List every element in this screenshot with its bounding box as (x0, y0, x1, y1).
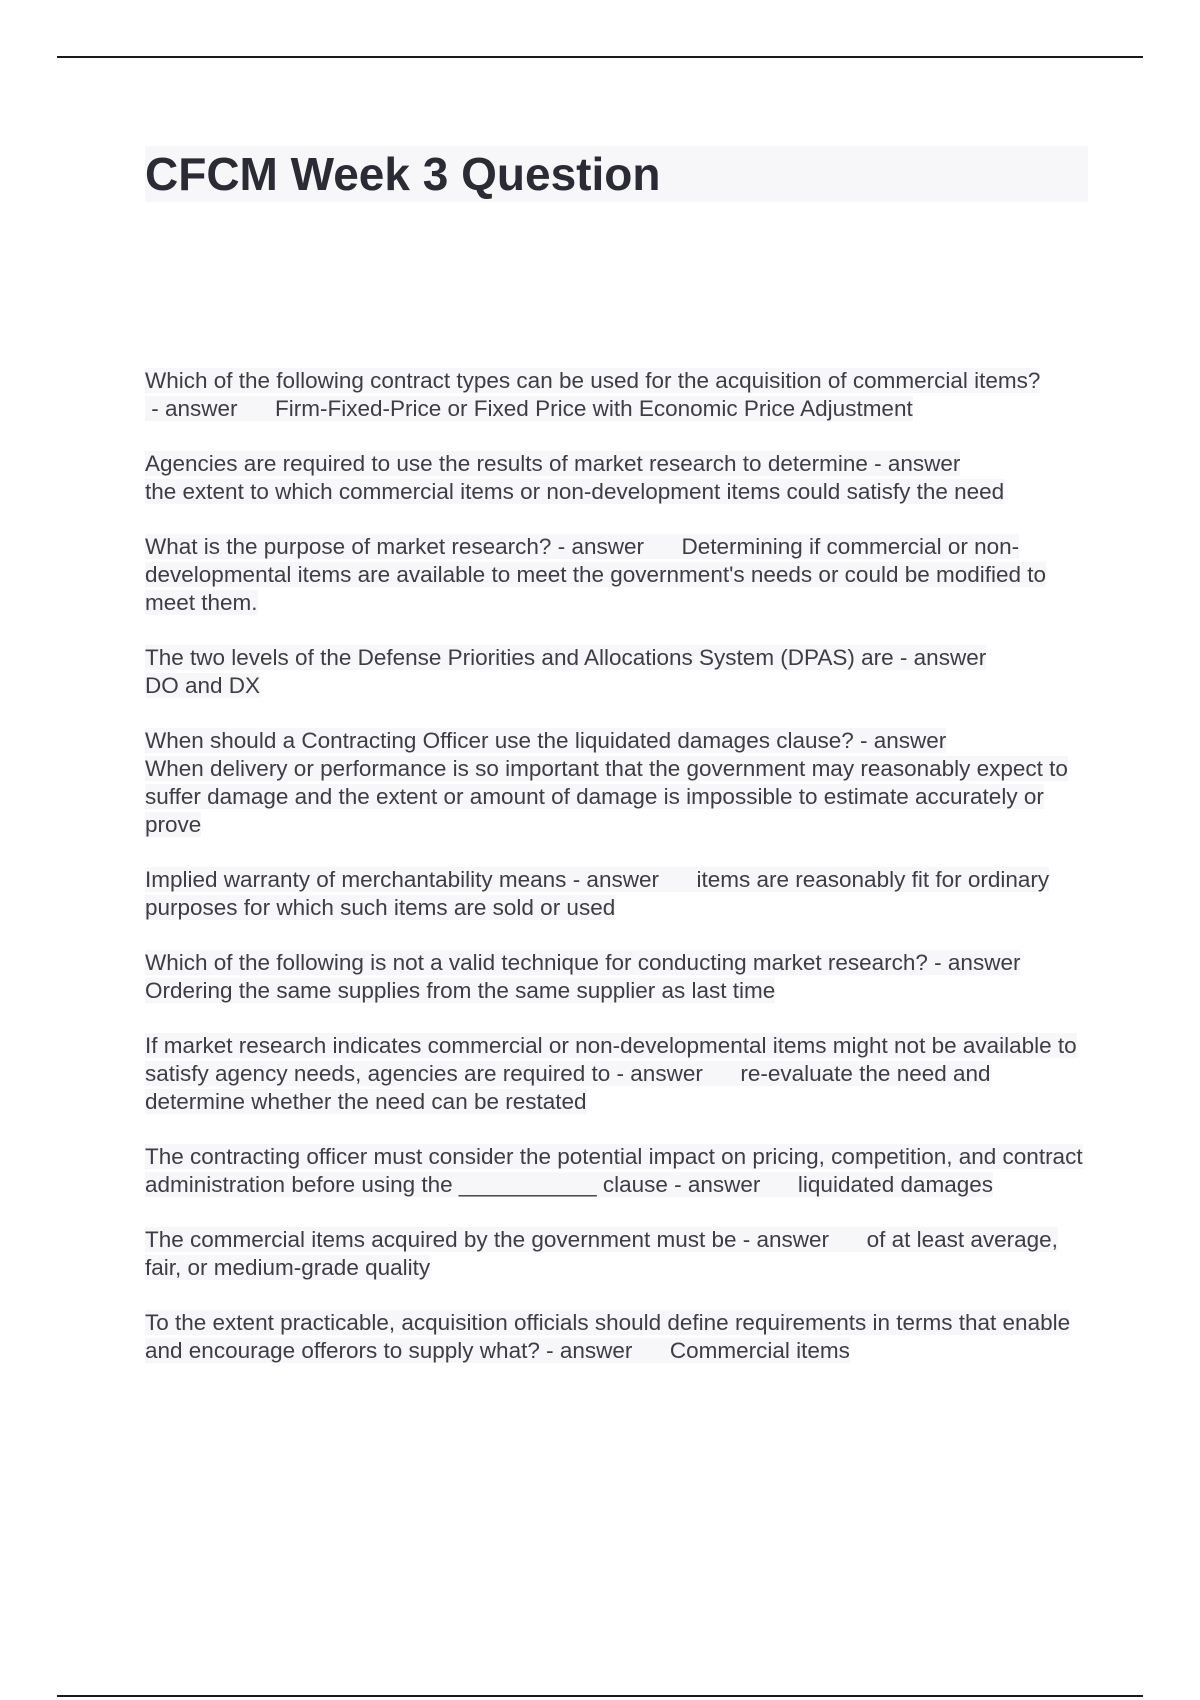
answer-separator: - answer (893, 645, 987, 670)
question-text: If market research indicates commercial or non-developmental items might not be available to satisfy agency needs, agencies are required to (145, 1033, 1077, 1086)
answer-text: Firm-Fixed-Price or Fixed Price with Economic Price Adjustment (275, 396, 913, 421)
question-text: What is the purpose of market research? (145, 534, 552, 559)
answer-gap (644, 534, 682, 559)
answer-gap (703, 1061, 741, 1086)
qa-text (145, 950, 1020, 1003)
question-text: To the extent practicable, acquisition officials should define requirements in terms that enable and encourage offerors to supply what? (145, 1310, 1071, 1363)
qa-text (145, 867, 1049, 920)
answer-gap (632, 1338, 670, 1363)
qa-text (145, 368, 1040, 421)
answer-separator: - answer (566, 867, 659, 892)
question-text: Agencies are required to use the results of market research to determine (145, 451, 868, 476)
qa-item (145, 1032, 1095, 1116)
qa-item (145, 727, 1095, 839)
qa-text (145, 1033, 1077, 1114)
answer-text: DO and DX (145, 673, 261, 698)
answer-gap (829, 1227, 867, 1252)
answer-separator: - answer (736, 1227, 830, 1252)
answer-text: items are reasonably fit for ordinary purposes for which such items are sold or used (145, 867, 1050, 920)
top-rule (57, 56, 1143, 58)
bottom-rule (57, 1695, 1143, 1697)
answer-text: the extent to which commercial items or non-development items could satisfy the need (145, 479, 1005, 504)
qa-text (145, 645, 986, 698)
qa-text (145, 451, 1004, 504)
answer-separator: - answer (927, 950, 1021, 975)
question-text: Which of the following contract types can be used for the acquisition of commercial items? (145, 368, 1041, 393)
question-text: Implied warranty of merchantability means (145, 867, 567, 892)
answer-separator: - answer (667, 1172, 761, 1197)
qa-item (145, 1226, 1095, 1282)
question-text: Which of the following is not a valid technique for conducting market research? (145, 950, 928, 975)
answer-text: re-evaluate the need and determine whether the need can be restated (145, 1061, 991, 1114)
answer-separator: - answer (539, 1338, 633, 1363)
qa-item (145, 949, 1095, 1005)
question-text: When should a Contracting Officer use the liquidated damages clause? (145, 728, 854, 753)
question-answer-list (145, 367, 1095, 1392)
page-title: CFCM Week 3 Question (145, 146, 1088, 202)
answer-text: of at least average, fair, or medium-grade quality (145, 1227, 1058, 1280)
qa-text (145, 1227, 1058, 1280)
answer-text: Determining if commercial or non-developmental items are available to meet the government's needs or could be modified to meet them. (145, 534, 1047, 615)
qa-item (145, 644, 1095, 700)
qa-item (145, 367, 1095, 423)
answer-separator: - answer (867, 451, 961, 476)
qa-text (145, 1144, 1083, 1197)
answer-gap (238, 396, 276, 421)
answer-separator: - answer (145, 396, 238, 421)
answer-text: Ordering the same supplies from the same supplier as last time (145, 978, 776, 1003)
question-text: The commercial items acquired by the government must be (145, 1227, 737, 1252)
qa-item (145, 1143, 1095, 1199)
qa-item (145, 533, 1095, 617)
question-text: The contracting officer must consider the potential impact on pricing, competition, and contract administration before using the ___________ clause (145, 1144, 1083, 1197)
answer-separator: - answer (853, 728, 947, 753)
answer-gap (659, 867, 697, 892)
qa-text (145, 1310, 1070, 1363)
answer-text: When delivery or performance is so important that the government may reasonably expect to suffer damage and the extent or amount of damage is impossible to estimate accurately or prove (145, 756, 1068, 837)
answer-separator: - answer (551, 534, 644, 559)
answer-separator: - answer (610, 1061, 703, 1086)
qa-text (145, 534, 1046, 615)
qa-item (145, 450, 1095, 506)
question-text: The two levels of the Defense Priorities and Allocations System (DPAS) are (145, 645, 894, 670)
answer-text: Commercial items (669, 1338, 850, 1363)
answer-text: liquidated damages (797, 1172, 994, 1197)
qa-item (145, 1309, 1095, 1365)
answer-gap (760, 1172, 798, 1197)
qa-item (145, 866, 1095, 922)
qa-text (145, 728, 1068, 837)
